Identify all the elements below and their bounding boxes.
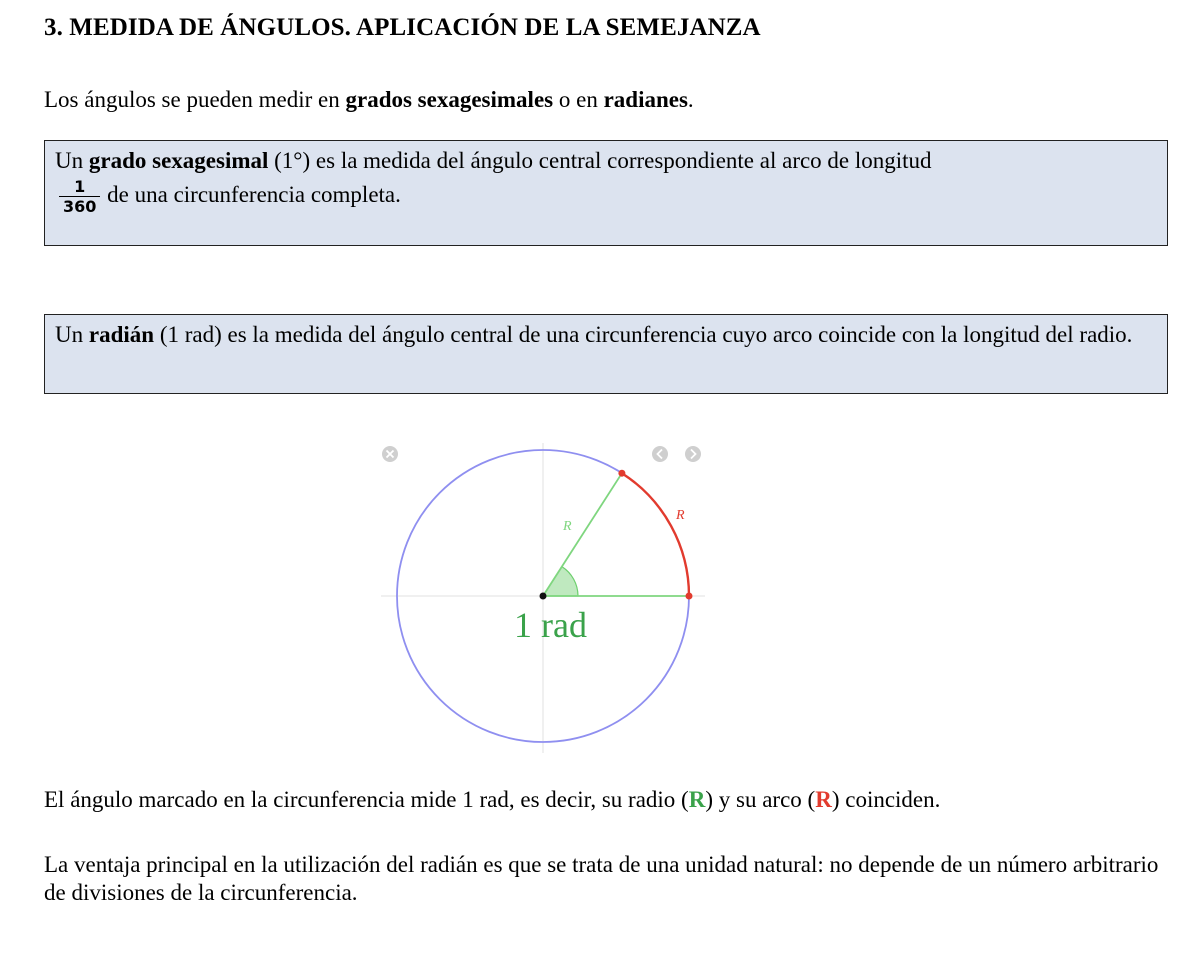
intro-text-1: Los ángulos se pueden medir en: [44, 87, 346, 112]
intro-bold-sexagesimal: grados sexagesimales: [345, 87, 554, 112]
radius-line: [543, 473, 622, 596]
radius-r-green: R: [688, 787, 706, 812]
arc-label: R: [676, 508, 685, 523]
chevron-left-icon[interactable]: [652, 446, 668, 462]
degree-text-3: de una circunferencia completa.: [101, 181, 401, 207]
fraction-denominator: 360: [63, 197, 97, 216]
intro-text-3: .: [687, 87, 694, 112]
intro-bold-radianes: radianes: [603, 87, 688, 112]
degree-text-2: (1°) es la medida del ángulo central correspondiente al arco de longitud: [268, 148, 932, 173]
arc-r: [622, 473, 689, 596]
arc-start-point: [686, 593, 693, 600]
degree-text-1: Un: [55, 148, 89, 173]
close-icon[interactable]: [382, 446, 398, 462]
arc-r-red: R: [815, 787, 832, 812]
explanation-text-2: ) y su arco (: [705, 787, 816, 812]
radian-text-2: (1 rad) es la medida del ángulo central de una circunferencia cuyo arco coincide con la longitud del radio.: [154, 322, 1133, 347]
degree-term: grado sexagesimal: [88, 148, 269, 173]
explanation-text-3: ) coinciden.: [831, 787, 941, 812]
intro-paragraph: [44, 86, 694, 114]
section-heading: 3. MEDIDA DE ÁNGULOS. APLICACIÓN DE LA SEMEJANZA: [44, 14, 761, 41]
degree-line-1: [55, 147, 1157, 175]
fraction-numerator: 1: [59, 177, 100, 197]
arc-end-point: [618, 470, 625, 477]
radian-term: radián: [88, 322, 155, 347]
radian-text-1: Un: [55, 322, 89, 347]
advantage-paragraph: La ventaja principal en la utilización del radián es que se trata de una unidad natural: no depende de un número arbitrario de divisiones de la circunferencia.: [44, 852, 1159, 905]
center-point: [540, 593, 547, 600]
intro-text-2: o en: [553, 87, 604, 112]
angle-label: 1 rad: [514, 605, 587, 645]
explanation-text-1: El ángulo marcado en la circunferencia mide 1 rad, es decir, su radio (: [44, 787, 689, 812]
radius-label: R: [563, 519, 572, 534]
angle-sector: [543, 567, 578, 596]
explanation-paragraph: [44, 786, 940, 814]
radian-diagram: [375, 435, 705, 753]
fraction-one-360: [61, 177, 98, 216]
definition-box-degree: [44, 140, 1168, 246]
definition-box-radian: [44, 314, 1168, 394]
chevron-right-icon[interactable]: [685, 446, 701, 462]
degree-line-2: [55, 177, 1157, 216]
